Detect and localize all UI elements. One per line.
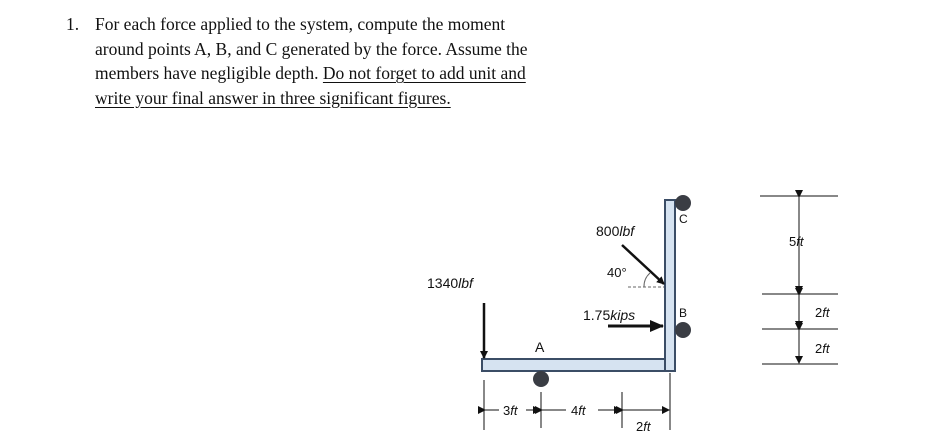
question-number: 1. — [66, 14, 80, 34]
vertical-member — [665, 200, 675, 371]
angle-label: 40° — [607, 265, 627, 280]
dim-vertical-2ft-upper: 2ft — [815, 305, 830, 320]
point-c-support — [675, 195, 691, 211]
force-1340-label: 1340lbf — [427, 275, 473, 291]
dim-horizontal-3ft: 3ft — [503, 403, 518, 418]
point-a-label: A — [535, 339, 545, 355]
vertical-dimensions — [760, 196, 838, 364]
point-b-label: B — [679, 306, 688, 320]
dim-vertical-5ft: 5ft — [789, 234, 804, 249]
point-c-label: C — [679, 212, 688, 226]
force-800-arrow — [622, 245, 664, 284]
question-instruction: For each force applied to the system, compute the moment around points A, B, and C generated by the force. Assume the members have negligible depth. — [95, 14, 528, 83]
dim-horizontal-4ft: 4ft — [571, 403, 586, 418]
horizontal-member — [482, 359, 675, 371]
angle-arc — [644, 273, 650, 287]
dim-horizontal-2ft: 2ft — [636, 419, 651, 434]
dim-vertical-2ft-lower: 2ft — [815, 341, 830, 356]
force-800-label: 800lbf — [596, 223, 635, 239]
point-a-support — [533, 371, 549, 387]
question-reminder: Do not forget to add unit and write your final answer in three significant figures. — [95, 63, 526, 108]
point-b-support — [675, 322, 691, 338]
force-175-label: 1.75kips — [583, 307, 636, 323]
